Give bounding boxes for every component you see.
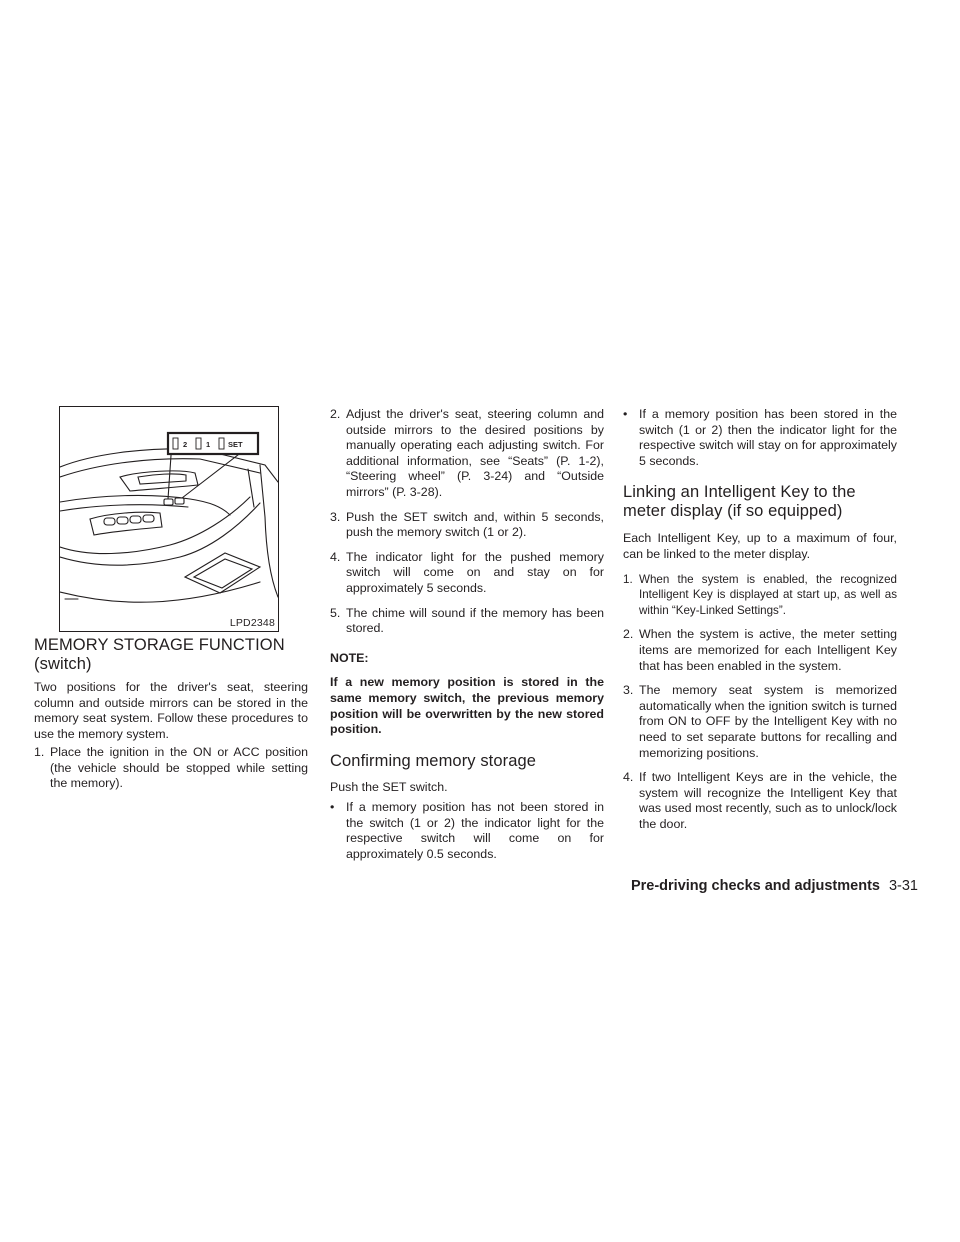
- step-5: [330, 606, 604, 637]
- step-text: The indicator light for the pushed memory switch will come on and stay on for approximately 5 seconds.: [346, 549, 604, 595]
- link-step-3: [623, 683, 897, 761]
- bullet-text: If a memory position has not been stored in the switch (1 or 2) the indicator light for the respective switch will come on for approximately 0.5 seconds.: [346, 800, 604, 862]
- bullet-mark: •: [330, 800, 335, 815]
- step-text: If two Intelligent Keys are in the vehicle, the system will recognize the Intelligent Key that was used most recently, such as to unlock/lock the door.: [639, 770, 897, 831]
- step-text: When the system is enabled, the recognized Intelligent Key is displayed at start up, as well as within “Key-Linked Settings”.: [639, 572, 897, 617]
- door-panel-drawing: [60, 407, 279, 632]
- heading-line2: (switch): [34, 655, 92, 673]
- link-heading-line2: meter display (if so equipped): [623, 502, 843, 521]
- step-text: The chime will sound if the memory has been stored.: [346, 605, 604, 636]
- step-number: 4.: [623, 770, 634, 785]
- link-step-4: [623, 770, 897, 832]
- footer-section-title: Pre-driving checks and adjustments: [630, 878, 880, 894]
- column-3: [623, 407, 897, 832]
- switch-label-1: 1: [206, 440, 211, 449]
- link-step-1: [623, 572, 897, 619]
- page-footer: [631, 878, 918, 894]
- link-heading-line1: Linking an Intelligent Key to the: [623, 483, 856, 502]
- intro-paragraph: Two positions for the driver's seat, steering column and outside mirrors can be stored in the memory seat system. Follow these procedures to use the memory system.: [34, 680, 308, 741]
- link-step-2: [623, 627, 897, 674]
- step-number: 1.: [623, 572, 633, 586]
- column-2: [330, 407, 604, 863]
- step-number: 2.: [330, 407, 341, 421]
- bullet-mark: •: [623, 407, 628, 421]
- confirm-bullet-1: [330, 800, 604, 862]
- step-number: 3.: [330, 509, 341, 524]
- confirm-intro: Push the SET switch.: [330, 779, 448, 794]
- step-number: 2.: [623, 627, 634, 642]
- confirm-heading: Confirming memory storage: [330, 751, 537, 770]
- bullet-text: If a memory position has been stored in the switch (1 or 2) then the indicator light for the respective switch will stay on for approximately 5 seconds.: [639, 407, 897, 468]
- step-text: Push the SET switch and, within 5 seconds, push the memory switch (1 or 2).: [346, 509, 604, 540]
- heading-line1: MEMORY STORAGE FUNCTION: [34, 636, 285, 654]
- switch-label-2: 2: [183, 440, 188, 449]
- note-text: If a new memory position is stored in the same memory switch, the previous memory position will be overwritten by the new stored position.: [330, 675, 604, 737]
- step-number: 5.: [330, 605, 341, 620]
- step-number: 4.: [330, 549, 341, 564]
- step-text: When the system is active, the meter setting items are memorized for each Intelligent Key that has been enabled in the system.: [639, 627, 897, 673]
- step-1: [34, 745, 308, 792]
- step-text: Place the ignition in the ON or ACC position (the vehicle should be stopped while setting the memory).: [50, 745, 308, 791]
- link-heading: [623, 483, 897, 521]
- switch-label-set: SET: [228, 440, 243, 449]
- step-number: 3.: [623, 683, 634, 698]
- footer-page-number: 3-31: [888, 878, 918, 894]
- confirm-bullet-2: [623, 407, 897, 469]
- step-text: The memory seat system is memorized automatically when the ignition switch is turned from ON to OFF by the Intelligent Key with no need to set separate buttons for recalling and memorizing positions.: [639, 683, 897, 760]
- step-number: 1.: [34, 745, 45, 759]
- link-intro: Each Intelligent Key, up to a maximum of four, can be linked to the meter display.: [623, 531, 897, 561]
- door-memory-switch-illustration: [59, 406, 279, 632]
- note-label: NOTE:: [330, 650, 369, 665]
- step-4: [330, 550, 604, 597]
- step-text: Adjust the driver's seat, steering column and outside mirrors to the desired positions by manually operating each adjusting switch. For additional information, see “Seats” (P. 1-2), “Steering wheel” (P. 3-24) and “Outside mirrors” (P. 3-28).: [346, 407, 604, 499]
- step-2: [330, 407, 604, 501]
- step-3: [330, 510, 604, 541]
- memory-storage-heading: [34, 636, 308, 674]
- figure-label: LPD2348: [229, 617, 275, 629]
